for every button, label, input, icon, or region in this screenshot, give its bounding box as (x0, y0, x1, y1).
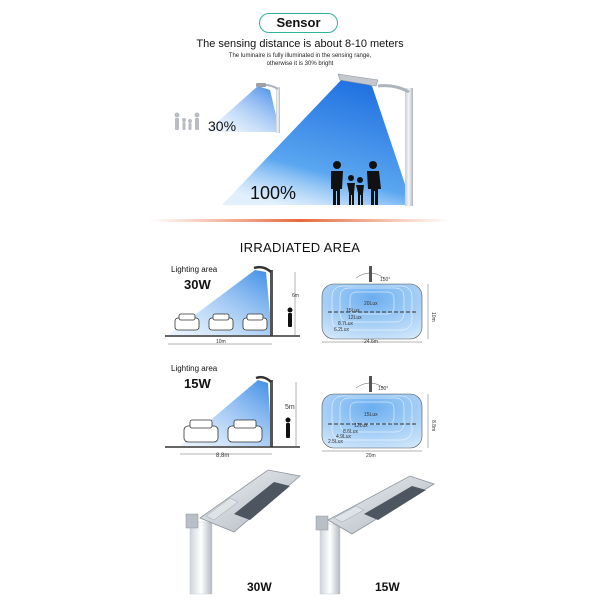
spread-height-15w: 8.8m (430, 420, 436, 432)
person-15w-icon (286, 418, 291, 439)
spread-height-30w: 10m (430, 312, 436, 322)
big-lamp-arm (378, 86, 409, 92)
sensor-illustration (0, 0, 600, 230)
sensor-title-badge: Sensor (259, 13, 338, 33)
lux-ring-15w: 8.6Lux (343, 429, 359, 435)
small-lamp-head (256, 83, 266, 87)
product-30w-bracket (186, 514, 198, 528)
person-30w-icon (288, 308, 293, 328)
product-30w-body (200, 470, 300, 532)
width-value-30w: 10m (216, 339, 226, 345)
lux-outer2-30w: 6.2Lux (334, 327, 350, 333)
lux-outer2-15w: 2.5Lux (328, 439, 344, 445)
spread-width-30w: 24.6m (364, 339, 378, 345)
side-view-30w (160, 260, 305, 355)
lux-mid-30w: 15Lux (346, 308, 360, 314)
product-15w-image (316, 476, 434, 594)
section-divider (150, 219, 450, 222)
width-value-15w: 8.8m (216, 453, 230, 459)
lux-outer1-15w: 4.9Lux (336, 434, 352, 440)
sensor-note-line1: The luminaire is fully illuminated in the sensing range, (228, 53, 372, 59)
full-brightness-label: 100% (250, 183, 297, 203)
spread-pole-30w (369, 266, 372, 282)
dim-brightness-label: 30% (208, 118, 237, 134)
spread-diagram-30w (318, 262, 438, 347)
cars-30w (175, 314, 267, 330)
product-15w-bracket (316, 516, 328, 530)
height-value-30w: 6m (292, 293, 299, 299)
product-30w-image (186, 470, 300, 594)
product-label-15w: 15W (375, 580, 400, 594)
lux-mid-15w: 12Lux (354, 423, 368, 429)
side-view-15w (160, 368, 305, 463)
product-15w-pole (320, 524, 340, 594)
big-lamp-pole (405, 88, 413, 206)
spread-width-15w: 20m (366, 453, 376, 459)
lux-ring-30w: 12Lux (348, 315, 362, 321)
watt-label-15w: 15W (184, 376, 211, 391)
sensor-note-line2: otherwise it is 30% bright (266, 61, 334, 67)
product-label-30w: 30W (247, 580, 272, 594)
products-illustration (150, 462, 450, 597)
lux-inner-30w: 20Lux (364, 301, 378, 307)
lighting-area-label-15w: Lighting area (171, 364, 218, 373)
spread-pole-15w (369, 376, 372, 392)
side-pole-15w (270, 380, 273, 447)
angle-value-30w: 150° (380, 277, 391, 283)
lux-inner-15w: 15Lux (364, 412, 378, 418)
lux-outer1-30w: 8.7Lux (338, 321, 354, 327)
side-pole-30w (270, 270, 273, 336)
small-lamp-pole (276, 87, 280, 133)
height-value-15w: 5m (285, 404, 295, 411)
sensing-distance-headline: The sensing distance is about 8-10 meters (196, 38, 404, 50)
watt-label-30w: 30W (184, 277, 211, 292)
product-30w-pole (190, 522, 212, 594)
family-far-icon (175, 113, 200, 131)
angle-value-15w: 150° (378, 386, 389, 392)
lighting-area-label-30w: Lighting area (171, 265, 218, 274)
irradiated-area-title: IRRADIATED AREA (239, 240, 361, 255)
